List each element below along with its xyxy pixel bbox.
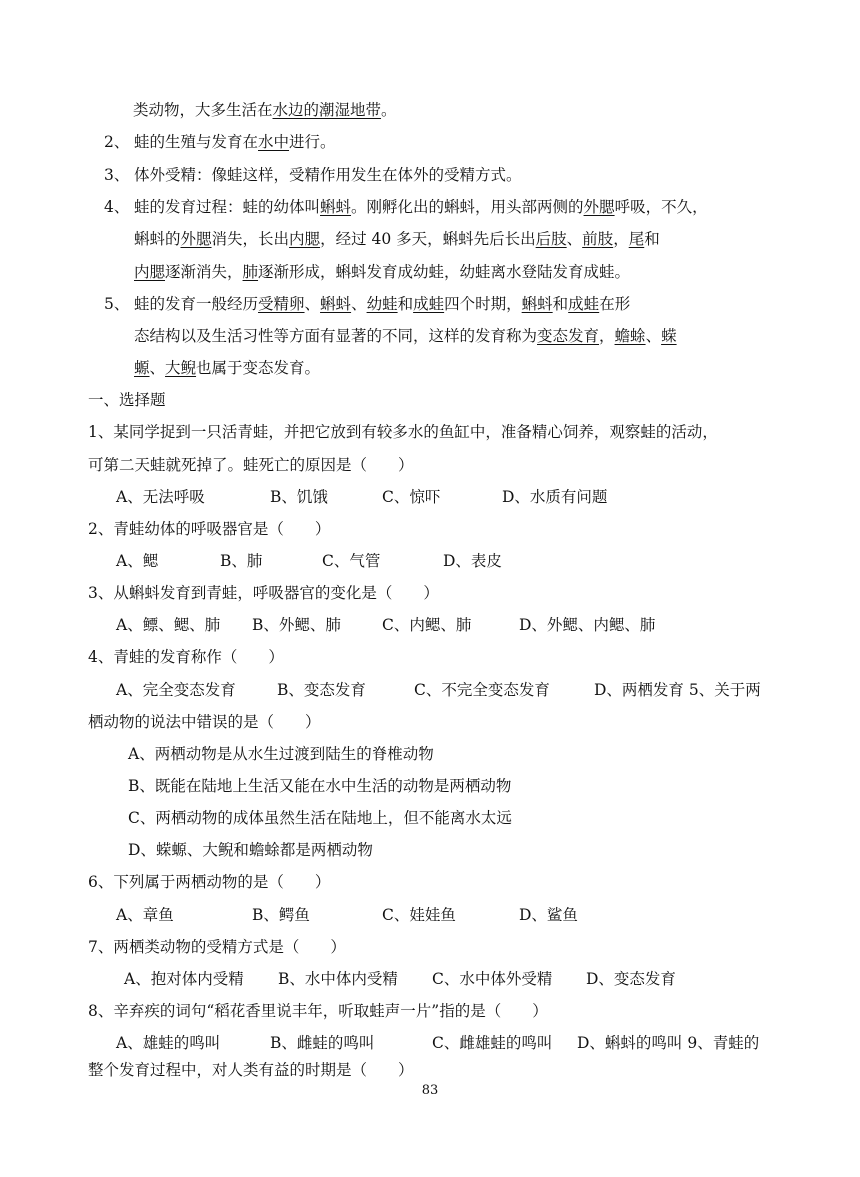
q1-option-b: B、饥饿 [270,488,328,506]
answer-blank: 受精卵 [258,295,305,313]
q8-option-b: B、雌蛙的鸣叫 [270,1034,375,1052]
q5-option-b: B、既能在陆地上生活又能在水中生活的动物是两栖动物 [128,777,512,795]
answer-blank: 尾 [628,230,645,248]
answer-blank: 成蛙 [568,295,600,313]
q5-option-a: A、两栖动物是从水生过渡到陆生的脊椎动物 [128,745,434,763]
answer-blank: 后肢 [535,230,567,248]
answer-blank: 成蛙 [413,295,445,313]
answer-blank: 内腮 [134,263,166,281]
q7-option-a: A、抱对体内受精 [124,970,244,988]
q3-option-c: C、内鳃、肺 [382,616,472,634]
q4-option-a: A、完全变态发育 [116,681,236,699]
answer-blank: 肺 [242,263,259,281]
q4-option-b: B、变态发育 [277,681,366,699]
q6-option-a: A、章鱼 [116,906,174,924]
fill-item-4-line1: 4、 蛙的发育过程：蛙的幼体叫蝌蚪。刚孵化出的蝌蚪，用头部两侧的外腮呼吸，不久， [104,198,708,216]
question-9: 整个发育过程中，对人类有益的时期是（ ） [88,1061,414,1079]
q8-option-a: A、雄蛙的鸣叫 [116,1034,221,1052]
answer-blank: 蟾蜍 [614,327,646,345]
answer-blank: 变态发育 [537,327,600,345]
q5-option-d: D、蝾螈、大鲵和蟾蜍都是两栖动物 [128,841,373,859]
section-title: 一、选择题 [88,391,166,409]
fill-item-5-line1: 5、 蛙的发育一般经历受精卵、蝌蚪、幼蛙和成蛙四个时期，蝌蚪和成蛙在形 [104,295,631,313]
q5-option-c: C、两栖动物的成体虽然生活在陆地上，但不能离水太远 [128,809,512,827]
q3-option-d: D、外鳃、内鳃、肺 [519,616,656,634]
answer-blank: 大鲵 [165,359,197,377]
question-5: 栖动物的说法中错误的是（ ） [88,713,321,731]
q7-option-d: D、变态发育 [586,970,676,988]
q7-option-b: B、水中体内受精 [278,970,398,988]
q2-option-c: C、气管 [322,552,381,570]
q4-option-c: C、不完全变态发育 [414,681,550,699]
question-2: 2、青蛙幼体的呼吸器官是（ ） [88,520,331,538]
q2-option-a: A、鳃 [116,552,159,570]
answer-blank: 水中 [258,133,290,151]
question-1-line2: 可第二天蛙就死掉了。蛙死亡的原因是（ ） [88,456,414,474]
q6-option-c: C、娃娃鱼 [382,906,456,924]
answer-blank: 水边的潮湿地带 [272,101,382,119]
answer-blank: 外腮 [180,230,212,248]
q4-option-d: D、两栖发育 5、关于两 [594,681,761,699]
question-4: 4、青蛙的发育称作（ ） [88,648,284,666]
fill-item-4-line2: 蝌蚪的外腮消失，长出内腮，经过 40 多天，蝌蚪先后长出后肢、前肢，尾和 [134,230,660,248]
q6-option-d: D、鲨鱼 [519,906,578,924]
q8-option-d: D、蝌蚪的鸣叫 9、青蛙的 [577,1034,760,1052]
fill-item-5-line2: 态结构以及生活习性等方面有显著的不同，这样的发育称为变态发育，蟾蜍、蝾 [134,327,677,345]
question-1-line1: 1、某同学捉到一只活青蛙，并把它放到有较多水的鱼缸中，准备精心饲养，观察蛙的活动， [88,423,718,441]
answer-blank: 外腮 [583,198,615,216]
q1-option-a: A、无法呼吸 [116,488,205,506]
answer-blank: 螈 [134,359,150,377]
q3-option-b: B、外鳃、肺 [252,616,341,634]
q2-option-b: B、肺 [220,552,263,570]
q6-option-b: B、鳄鱼 [252,906,310,924]
answer-blank: 内腮 [289,230,321,248]
q1-option-d: D、水质有问题 [502,488,608,506]
answer-blank: 蝌蚪 [320,198,352,216]
q2-option-d: D、表皮 [443,552,502,570]
fill-item-5-line3: 螈、大鲵也属于变态发育。 [134,359,321,377]
fill-item-3: 3、 体外受精：像蛙这样，受精作用发生在体外的受精方式。 [104,166,522,184]
answer-blank: 蝌蚪 [521,295,553,313]
q3-option-a: A、鳔、鳃、肺 [116,616,221,634]
fill-item-2: 2、 蛙的生殖与发育在水中进行。 [104,133,336,151]
answer-blank: 蝌蚪 [320,295,352,313]
question-3: 3、从蝌蚪发育到青蛙，呼吸器官的变化是（ ） [88,584,439,602]
question-8: 8、辛弃疾的词句“稻花香里说丰年，听取蛙声一片”指的是（ ） [88,1002,548,1020]
q7-option-c: C、水中体外受精 [432,970,553,988]
fill-item-4-line3: 内腮逐渐消失，肺逐渐形成，蝌蚪发育成幼蛙，幼蛙离水登陆发育成蛙。 [134,263,631,281]
answer-blank: 蝾 [661,327,677,345]
answer-blank: 前肢 [582,230,614,248]
answer-blank: 幼蛙 [366,295,398,313]
page-number: 83 [421,1083,439,1098]
q1-option-c: C、惊吓 [382,488,441,506]
fill-line-intro: 类动物，大多生活在水边的潮湿地带。 [133,101,397,119]
question-7: 7、两栖类动物的受精方式是（ ） [88,938,346,956]
q8-option-c: C、雌雄蛙的鸣叫 [432,1034,553,1052]
question-6: 6、下列属于两栖动物的是（ ） [88,873,331,891]
